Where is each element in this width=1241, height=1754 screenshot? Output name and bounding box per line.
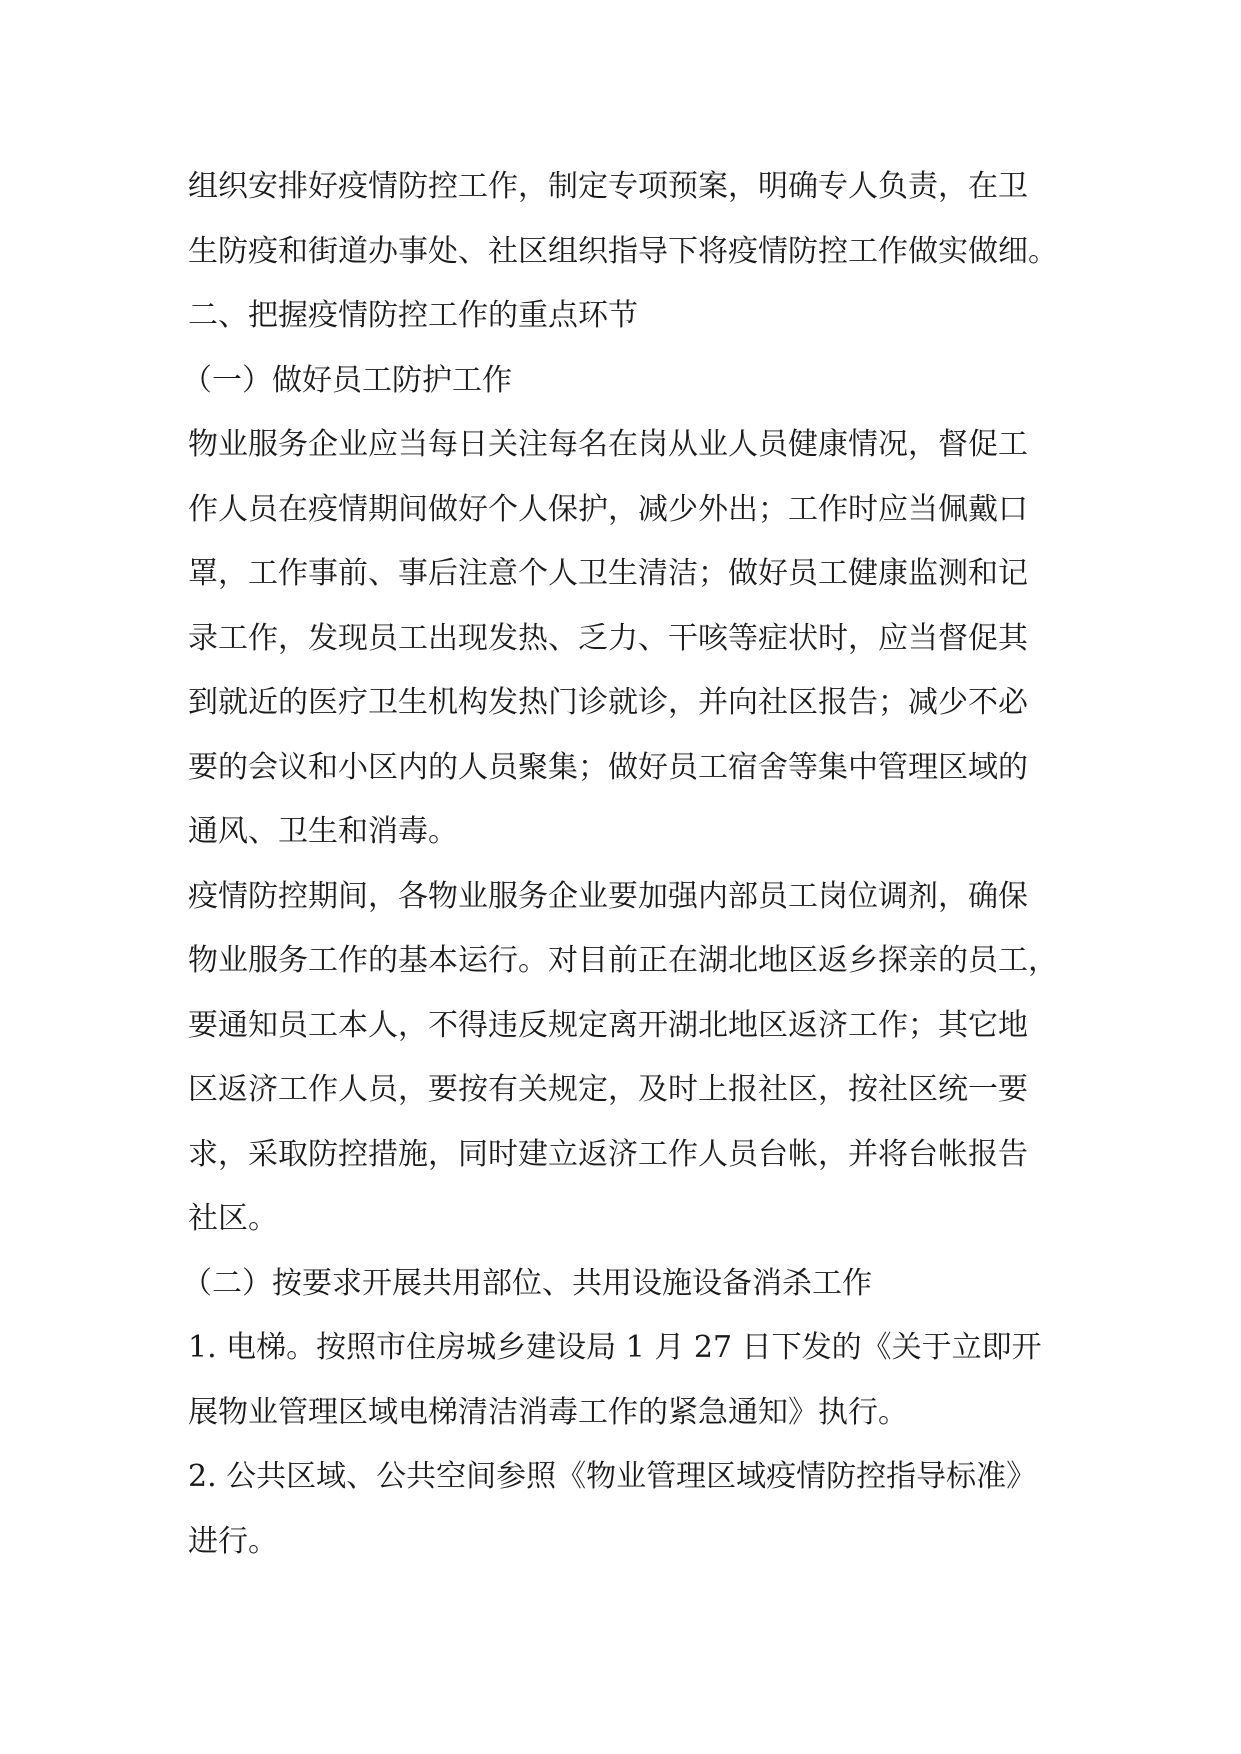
paragraph-line: 区返济工作人员，要按有关规定，及时上报社区，按社区统一要	[188, 1072, 1028, 1107]
list-item: 1. 电梯。按照市住房城乡建设局 1 月 27 日下发的《关于立即开	[188, 1330, 1042, 1365]
paragraph-line: 求，采取防控措施，同时建立返济工作人员台帐，并将台帐报告	[188, 1136, 1028, 1172]
paragraph-line: 罩，工作事前、事后注意个人卫生清洁；做好员工健康监测和记	[188, 556, 1028, 591]
paragraph-line: 要的会议和小区内的人员聚集；做好员工宿舍等集中管理区域的	[188, 749, 1028, 785]
list-item: 进行。	[188, 1523, 278, 1559]
paragraph-line: 疫情防控期间，各物业服务企业要加强内部员工岗位调剂，确保	[188, 878, 1028, 914]
document-body	[182, 155, 1088, 1574]
paragraph-line: 录工作，发现员工出现发热、乏力、干咳等症状时，应当督促其	[188, 620, 1028, 656]
paragraph-line: 物业服务工作的基本运行。对目前正在湖北地区返乡探亲的员工，	[188, 943, 1058, 978]
paragraph-line: 到就近的医疗卫生机构发热门诊就诊，并向社区报告；减少不必	[188, 685, 1028, 720]
paragraph-line: 要通知员工本人，不得违反规定离开湖北地区返济工作；其它地	[188, 1007, 1028, 1043]
subsection-heading: （二）按要求开展共用部位、共用设施设备消杀工作	[182, 1265, 872, 1301]
paragraph-line: 通风、卫生和消毒。	[188, 814, 458, 849]
list-item: 2. 公共区域、公共空间参照《物业管理区域疫情防控指导标准》	[188, 1459, 1037, 1494]
list-item: 展物业管理区域电梯清洁消毒工作的紧急通知》执行。	[188, 1394, 908, 1430]
paragraph-line: 作人员在疫情期间做好个人保护，减少外出；工作时应当佩戴口	[188, 491, 1028, 527]
paragraph-line: 物业服务企业应当每日关注每名在岗从业人员健康情况，督促工	[188, 427, 1028, 462]
paragraph-line: 社区。	[188, 1201, 278, 1236]
paragraph-line: 生防疫和街道办事处、社区组织指导下将疫情防控工作做实做细。	[188, 233, 1058, 269]
subsection-heading: （一）做好员工防护工作	[182, 362, 512, 398]
section-heading: 二、把握疫情防控工作的重点环节	[188, 298, 638, 333]
paragraph-line: 组织安排好疫情防控工作，制定专项预案，明确专人负责，在卫	[188, 169, 1028, 204]
